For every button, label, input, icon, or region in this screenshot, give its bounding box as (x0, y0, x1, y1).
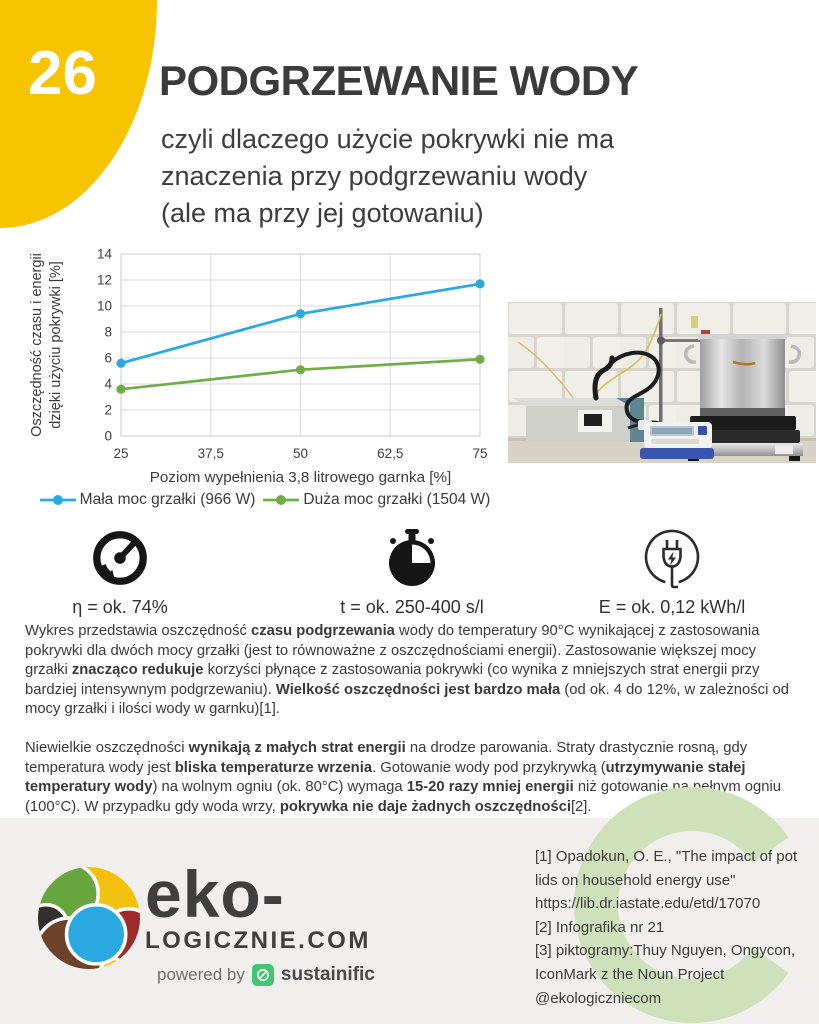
legend-label: Duża moc grzałki (1504 W) (303, 491, 491, 508)
subtitle-line: (ale ma przy jej gotowaniu) (161, 198, 484, 228)
plug-icon (542, 527, 802, 591)
experiment-photo (508, 302, 816, 463)
y-tick-label: 6 (104, 350, 112, 366)
references (535, 845, 813, 1010)
energy-stat (542, 527, 802, 618)
subtitle-line: czyli dlaczego użycie pokrywki nie ma (161, 124, 615, 154)
logo-domain: LOGICZNIE.COM (145, 927, 371, 954)
y-axis-title-line: Oszczędność czasu i energii (29, 253, 45, 437)
x-tick-label: 50 (292, 446, 309, 461)
chart-legend (25, 491, 505, 509)
y-tick-label: 14 (96, 246, 112, 262)
y-tick-label: 2 (104, 402, 112, 418)
y-axis-title-line: dzięki użyciu pokrywki [%] (48, 261, 64, 429)
y-tick-label: 10 (96, 298, 112, 314)
sustainific-label: sustainific (280, 964, 375, 985)
body-paragraph: Niewielkie oszczędności wynikają z małych strat energii na drodze parowania. Straty drastycznie rosną, gdy temperatura wody jest bliska temperaturze wrzenia. Gotowanie wody pod przykrywką (utrzymywanie stałej temperatury wody) na wolnym ogniu (ok. 80°C) wymaga 15-20 razy mniej energii niż gotowanie na pełnym ogniu (100°C). W przypadku gdy woda wrzy, pokrywka nie daje żadnych oszczędności[2]. (25, 739, 781, 815)
time-value: t = ok. 250-400 s/l (340, 597, 484, 617)
gauge-icon (0, 527, 250, 591)
legend-label: Mała moc grzałki (966 W) (79, 491, 256, 508)
x-tick-label: 75 (472, 446, 488, 461)
logo-wordmark: eko- (145, 857, 285, 931)
legend-item-0 (40, 491, 256, 509)
data-point (475, 279, 484, 288)
legend-marker (40, 494, 76, 506)
reference-line: [1] Opadokun, O. E., "The impact of pot (535, 848, 798, 865)
data-point (116, 385, 125, 394)
powered-by-label: powered by (157, 965, 245, 984)
energy-value: E = ok. 0,12 kWh/l (598, 597, 746, 617)
x-tick-label: 25 (113, 446, 129, 461)
y-tick-label: 4 (104, 376, 112, 392)
body-paragraph: Wykres przedstawia oszczędność czasu podgrzewania wody do temperatury 90°C wynikającej z zastosowania pokrywki dla dwóch mocy grzałki (jest to równoważne z oszczędnościami energii). Zastosowanie większej mocy grzałki znacząco redukuje korzyści płynące z zastosowania pokrywki (co wynika z mniejszych strat energii przy bardziej intensywnym podgrzewaniu). Wielkość oszczędności jest bardzo mała (od ok. 4 do 12%, w zależności od mocy grzałki i ilości wody w garnku)[1]. (25, 623, 789, 718)
stopwatch-icon (282, 527, 542, 591)
efficiency-value: η = ok. 74% (72, 597, 168, 617)
issue-number: 26 (28, 39, 97, 108)
x-tick-label: 37,5 (197, 446, 224, 461)
reference-line: [2] Infografika nr 21 (535, 918, 665, 936)
y-tick-label: 8 (104, 324, 112, 340)
reference-line: IconMark z the Noun Project (535, 965, 725, 983)
reference-line: @ekologiczniecom (535, 989, 662, 1007)
legend-item-1 (263, 491, 490, 509)
data-point (475, 355, 484, 364)
data-point (116, 359, 125, 368)
data-point (296, 365, 305, 374)
chart-canvas (18, 246, 523, 488)
body-text (25, 622, 799, 836)
y-tick-label: 12 (96, 272, 112, 288)
x-tick-label: 62,5 (377, 446, 404, 461)
x-axis-title: Poziom wypełnienia 3,8 litrowego garnka [%] (149, 469, 452, 486)
experiment-photo-graphic (508, 302, 816, 463)
reference-line: [3] piktogramy:Thuy Nguyen, Ongycon, (535, 942, 796, 960)
savings-line-chart (18, 246, 523, 493)
issue-number-badge (0, 0, 157, 228)
efficiency-stat (0, 527, 250, 618)
y-tick-label: 0 (104, 428, 112, 444)
eko-logo-mark (38, 867, 140, 969)
legend-marker (263, 494, 299, 506)
subtitle-line: znaczenia przy podgrzewaniu wody (161, 161, 588, 191)
data-point (296, 309, 305, 318)
reference-line: https://lib.dr.iastate.edu/etd/17070 (535, 895, 761, 913)
page-subtitle (161, 121, 614, 232)
page-title: PODGRZEWANIE WODY (159, 57, 639, 104)
sustainific-icon (252, 964, 274, 986)
reference-line: lids on household energy use" (535, 871, 736, 889)
time-stat (282, 527, 542, 618)
